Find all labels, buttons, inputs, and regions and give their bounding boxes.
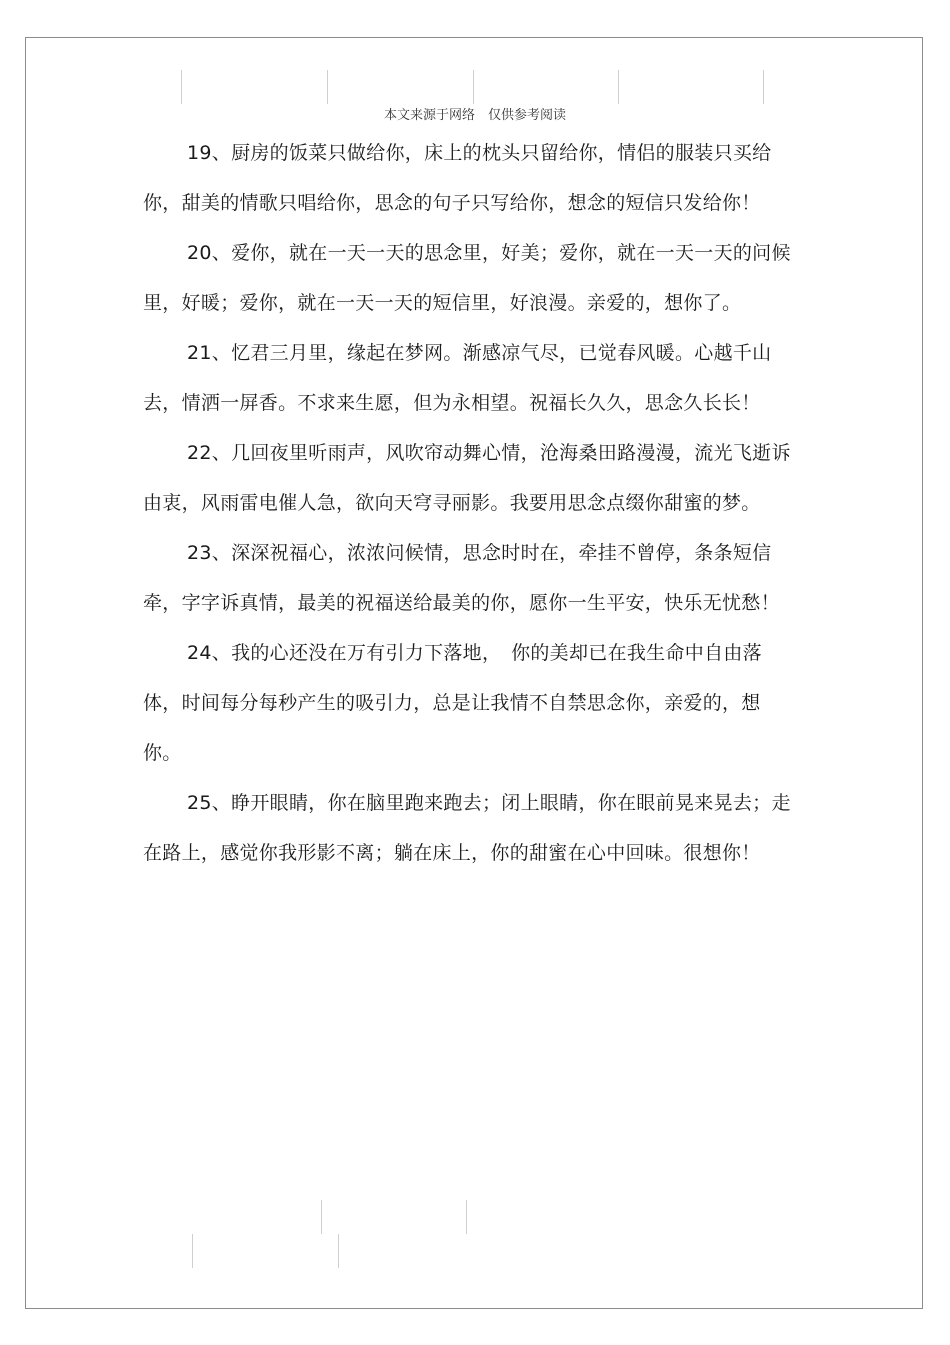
header-divider: [618, 70, 619, 104]
paragraph-25: 25、睁开眼睛，你在脑里跑来跑去；闭上眼睛，你在眼前晃来晃去；走在路上，感觉你我形影不离；躺在床上，你的甜蜜在心中回味。很想你！: [143, 792, 791, 864]
footer-divider: [192, 1234, 193, 1268]
paragraph-21: 21、忆君三月里，缘起在梦网。渐感凉气尽，已觉春风暖。心越千山去，情洒一屏香。不求来生愿，但为永相望。祝福长久久，思念久长长！: [143, 342, 772, 414]
footer-divider: [321, 1200, 322, 1234]
document-body: [143, 128, 793, 878]
footer-divider: [338, 1234, 339, 1268]
footer-divider: [466, 1200, 467, 1234]
paragraph-19: 19、厨房的饭菜只做给你，床上的枕头只留给你，情侣的服装只买给你，甜美的情歌只唱给你，思念的句子只写给你，想念的短信只发给你！: [143, 142, 772, 214]
paragraph-24: 24、我的心还没在万有引力下落地， 你的美却已在我生命中自由落体，时间每分每秒产生的吸引力，总是让我情不自禁思念你，亲爱的，想你。: [143, 642, 762, 764]
header-note: 本文来源于网络 仅供参考阅读: [383, 108, 566, 123]
paragraph-20: 20、爱你，就在一天一天的思念里，好美；爱你，就在一天一天的问候里，好暖；爱你，就在一天一天的短信里，好浪漫。亲爱的，想你了。: [143, 242, 791, 314]
header-divider: [327, 70, 328, 104]
header-divider: [763, 70, 764, 104]
header-divider: [473, 70, 474, 104]
paragraph-23: 23、深深祝福心，浓浓问候情，思念时时在，牵挂不曾停，条条短信牵，字字诉真情，最美的祝福送给最美的你，愿你一生平安，快乐无忧愁！: [143, 542, 780, 614]
header-divider: [181, 70, 182, 104]
paragraph-22: 22、几回夜里听雨声，风吹帘动舞心情，沧海桑田路漫漫，流光飞逝诉由衷，风雨雷电催人急，欲向天穹寻丽影。我要用思念点缀你甜蜜的梦。: [143, 442, 791, 514]
